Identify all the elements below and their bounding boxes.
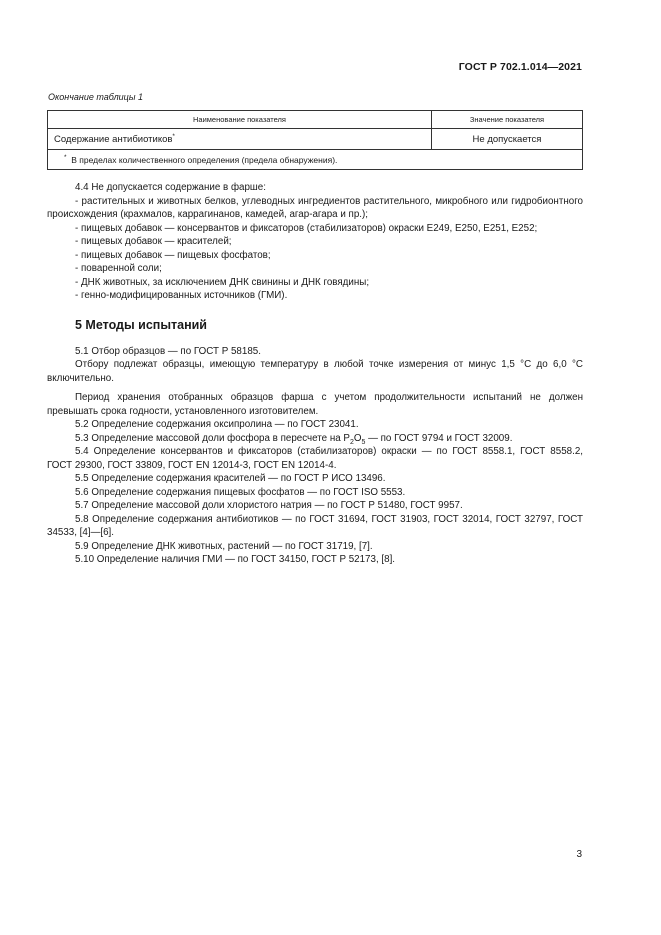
table-header-row xyxy=(48,111,583,129)
footnote-text: В пределах количественного определения (предела обнаружения). xyxy=(71,154,338,165)
table-row xyxy=(48,129,583,150)
paragraph-5-6: 5.6 Определение содержания пищевых фосфатов — по ГОСТ ISO 5553. xyxy=(75,486,406,498)
p53-text-c: — по ГОСТ 9794 и ГОСТ 32009. xyxy=(365,432,513,444)
cell-indicator-name xyxy=(48,129,432,150)
paragraph-4-4: 4.4 Не допускается содержание в фарше: xyxy=(75,182,266,193)
p53-sub-2: 5 xyxy=(361,438,366,446)
paragraph-5-1-sampling: Отбору подлежат образцы, имеющую температуру в любой точке измерения от минус 1,5 °С до 6,0 °С включительно. xyxy=(47,359,583,384)
section-heading: 5 Методы испытаний xyxy=(75,317,207,332)
table-caption: Окончание таблицы 1 xyxy=(48,92,143,102)
paragraph-5-8: 5.8 Определение содержания антибиотиков — по ГОСТ 31694, ГОСТ 31903, ГОСТ 32014, ГОСТ 32797, ГОСТ 34533, [4]—[6]. xyxy=(47,513,583,538)
header-indicator-value: Значение показателя xyxy=(432,111,583,129)
indicators-table xyxy=(47,110,583,170)
list-item: - поваренной соли; xyxy=(75,263,162,274)
cell-indicator-value: Не допускается xyxy=(432,129,583,150)
paragraph-5-9: 5.9 Определение ДНК животных, растений — по ГОСТ 31719, [7]. xyxy=(75,540,373,552)
paragraph-5-2: 5.2 Определение содержания оксипролина — по ГОСТ 23041. xyxy=(75,419,359,430)
paragraph-5-10: 5.10 Определение наличия ГМИ — по ГОСТ 34150, ГОСТ Р 52173, [8]. xyxy=(75,554,396,565)
list-item: - генно-модифицированных источников (ГМИ). xyxy=(75,290,288,301)
p53-sub-1: 2 xyxy=(349,438,354,446)
paragraph-5-3 xyxy=(47,432,583,446)
p53-text-b: O xyxy=(353,432,362,444)
row-name-mark: * xyxy=(172,132,175,140)
p53-text-a: 5.3 Определение массовой доли фосфора в пересчете на P xyxy=(75,432,350,444)
paragraph-5-5: 5.5 Определение содержания красителей — по ГОСТ Р ИСО 13496. xyxy=(75,473,386,484)
document-body xyxy=(47,181,583,567)
paragraph-5-4: 5.4 Определение консервантов и фиксаторов (стабилизаторов) окраски — по ГОСТ 8558.1, ГОСТ 8558.2, ГОСТ 29300, ГОСТ 33809, ГОСТ EN 12014-3, ГОСТ EN 12014-4. xyxy=(47,446,583,471)
document-code: ГОСТ Р 702.1.014—2021 xyxy=(458,61,582,73)
list-item: - пищевых добавок — пищевых фосфатов; xyxy=(75,249,271,261)
footnote-mark: * xyxy=(64,153,67,161)
row-name: Содержание антибиотиков xyxy=(54,133,173,145)
table-footnote xyxy=(48,150,583,170)
header-indicator-name: Наименование показателя xyxy=(48,111,432,129)
page-number: 3 xyxy=(576,849,582,860)
table-footnote-row xyxy=(48,150,583,170)
list-item: - ДНК животных, за исключением ДНК свинины и ДНК говядины; xyxy=(75,276,370,288)
paragraph-5-7: 5.7 Определение массовой доли хлористого натрия — по ГОСТ Р 51480, ГОСТ 9957. xyxy=(75,500,463,511)
paragraph-5-1: 5.1 Отбор образцов — по ГОСТ Р 58185. xyxy=(75,345,261,357)
list-item: - пищевых добавок — консервантов и фиксаторов (стабилизаторов) окраски Е249, Е250, Е251, Е252; xyxy=(75,222,538,234)
list-item: - растительных и животных белков, углеводных ингредиентов растительного, микробного или гидробионтного происхождения (крахмалов, каррагинанов, камедей, агар-агара и пр.); xyxy=(47,195,583,220)
list-item: - пищевых добавок — красителей; xyxy=(75,236,232,247)
paragraph-5-1-storage: Период хранения отобранных образцов фарша с учетом продолжительности испытаний не должен превышать срока годности, установленного изготовителем. xyxy=(47,392,583,417)
